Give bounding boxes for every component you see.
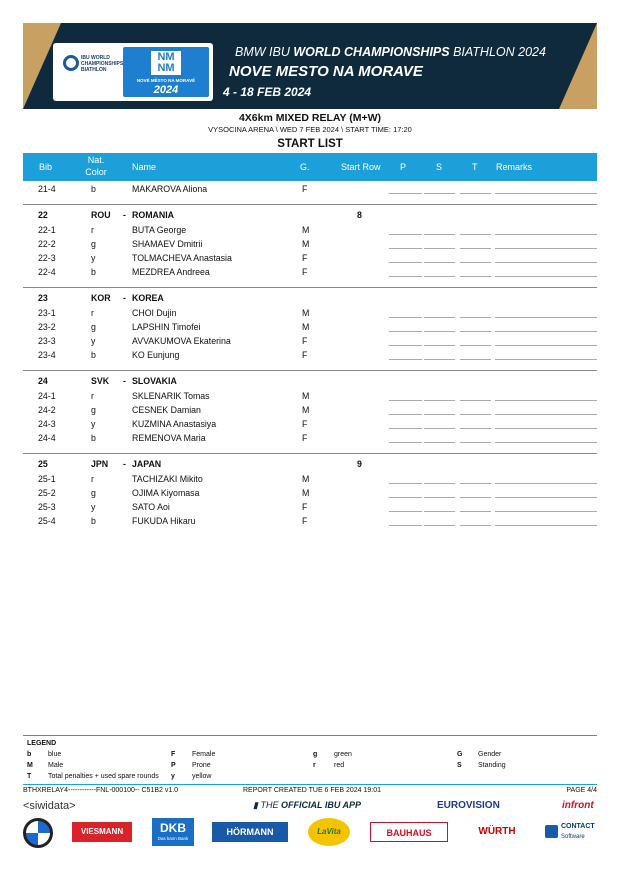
athlete-gender: F — [302, 267, 308, 277]
event-title: 4X6km MIXED RELAY (M+W) — [238, 112, 382, 124]
entry-blank-line — [495, 262, 597, 263]
team-bib: 22 — [38, 210, 48, 220]
viessmann-logo: VIESMANN — [72, 822, 132, 842]
entry-blank-line — [389, 317, 422, 318]
athlete-bib: 22-2 — [38, 239, 56, 249]
gold-stripe-right — [559, 23, 597, 109]
legend-value: blue — [48, 751, 62, 758]
team-name: SLOVAKIA — [132, 376, 177, 386]
entry-blank-line — [495, 276, 597, 277]
athlete-bib: 22-1 — [38, 225, 56, 235]
entry-blank-line — [424, 345, 455, 346]
entry-blank-line — [389, 331, 422, 332]
athlete-gender: F — [302, 502, 308, 512]
col-color: Color — [85, 167, 107, 177]
athlete-row — [23, 250, 597, 264]
athlete-name: REMENOVA Maria — [132, 433, 206, 443]
infront-logo: infront — [562, 800, 594, 811]
entry-blank-line — [495, 442, 597, 443]
bmw-logo-icon — [23, 818, 53, 848]
eurovision-logo: EUROVISION — [437, 800, 500, 811]
team-nation: ROU — [91, 210, 111, 220]
athlete-name: MAKAROVA Aliona — [132, 184, 208, 194]
entry-blank-line — [495, 193, 597, 194]
athlete-row — [23, 471, 597, 485]
entry-blank-line — [495, 345, 597, 346]
legend-item: F — [171, 751, 176, 758]
athlete-gender: F — [302, 253, 308, 263]
legend-item: r — [313, 762, 316, 769]
athlete-color: r — [91, 391, 94, 401]
team-row — [23, 453, 597, 471]
col-remarks: Remarks — [496, 162, 533, 172]
event-logo — [53, 43, 213, 101]
athlete-name: SHAMAEV Dmitrii — [132, 239, 203, 249]
entry-blank-line — [495, 317, 597, 318]
team-bib: 23 — [38, 293, 48, 303]
athlete-bib: 24-1 — [38, 391, 56, 401]
athlete-color: y — [91, 253, 96, 263]
entry-blank-line — [389, 248, 422, 249]
legend-value: yellow — [192, 773, 212, 780]
athlete-name: KUZMINA Anastasiya — [132, 419, 217, 429]
athlete-row — [23, 236, 597, 250]
athlete-name: SKLENARIK Tomas — [132, 391, 210, 401]
entry-blank-line — [424, 331, 455, 332]
athlete-color: g — [91, 322, 96, 332]
entry-blank-line — [424, 497, 455, 498]
championship-prefix: BMW IBU — [235, 45, 290, 59]
entry-blank-line — [460, 442, 491, 443]
athlete-row — [23, 402, 597, 416]
entry-blank-line — [389, 234, 422, 235]
nm-logo-text: NOVÉ MĚSTO NA MORAVĚ — [136, 78, 196, 83]
entry-blank-line — [389, 359, 422, 360]
athlete-gender: M — [302, 488, 310, 498]
bauhaus-logo: BAUHAUS — [370, 822, 448, 842]
entry-blank-line — [389, 414, 422, 415]
athlete-name: FUKUDA Hikaru — [132, 516, 196, 526]
team-name: ROMANIA — [132, 210, 175, 220]
athlete-row — [23, 222, 597, 236]
athlete-gender: M — [302, 405, 310, 415]
legend-item: T — [27, 773, 32, 780]
entry-blank-line — [389, 345, 422, 346]
entry-blank-line — [424, 248, 455, 249]
ibu-logo — [59, 49, 124, 95]
report-created: REPORT CREATED TUE 6 FEB 2024 19:01 — [243, 787, 381, 794]
athlete-gender: F — [302, 419, 308, 429]
athlete-bib: 25-2 — [38, 488, 56, 498]
entry-blank-line — [495, 428, 597, 429]
page-number: PAGE 4/4 — [566, 787, 597, 794]
entry-blank-line — [495, 331, 597, 332]
athlete-row — [23, 388, 597, 402]
team-row — [23, 287, 597, 305]
entry-blank-line — [460, 276, 491, 277]
nm-logo-year: 2024 — [153, 84, 179, 96]
dkb-mark: DKB — [160, 821, 186, 835]
legend-value: Male — [48, 762, 64, 769]
legend-value: green — [334, 751, 352, 758]
athlete-name: AVVAKUMOVA Ekaterina — [132, 336, 231, 346]
table-header — [23, 153, 597, 181]
phone-icon: ▮ — [253, 800, 258, 810]
header-banner — [23, 23, 597, 109]
athlete-bib: 25-3 — [38, 502, 56, 512]
entry-blank-line — [424, 193, 455, 194]
athlete-name: LAPSHIN Timofei — [132, 322, 201, 332]
athlete-row — [23, 305, 597, 319]
entry-blank-line — [495, 483, 597, 484]
footer-divider — [23, 784, 597, 785]
legend-item: M — [27, 762, 33, 769]
championship-suffix: BIATHLON 2024 — [453, 45, 546, 59]
athlete-bib: 25-4 — [38, 516, 56, 526]
siwidata-logo: <siwidata> — [23, 800, 76, 812]
col-name: Name — [132, 162, 157, 172]
athlete-color: g — [91, 488, 96, 498]
ibu-app-prefix: THE — [260, 800, 279, 810]
team-bib: 25 — [38, 459, 48, 469]
team-nation: SVK — [91, 376, 110, 386]
ibu-app-logo — [253, 800, 361, 811]
entry-blank-line — [460, 262, 491, 263]
athlete-name: BUTA George — [132, 225, 187, 235]
team-start-row: 8 — [357, 210, 362, 220]
entry-blank-line — [389, 497, 422, 498]
athlete-bib: 22-3 — [38, 253, 56, 263]
col-nat: Nat. — [87, 155, 105, 165]
athlete-color: g — [91, 239, 96, 249]
col-standing: S — [436, 162, 443, 172]
nove-mesto-logo — [123, 47, 209, 97]
entry-blank-line — [389, 525, 422, 526]
athlete-gender: F — [302, 433, 308, 443]
athlete-gender: F — [302, 336, 308, 346]
athlete-row — [23, 264, 597, 278]
entry-blank-line — [424, 428, 455, 429]
athlete-color: b — [91, 433, 96, 443]
athlete-gender: M — [302, 474, 310, 484]
athlete-color: b — [91, 516, 96, 526]
championship-title — [235, 45, 546, 59]
entry-blank-line — [424, 262, 455, 263]
entry-blank-line — [389, 400, 422, 401]
athlete-gender: F — [302, 184, 308, 194]
legend-value: Gender — [478, 751, 502, 758]
athlete-name: MEZDREA Andreea — [132, 267, 210, 277]
entry-blank-line — [495, 414, 597, 415]
team-row — [23, 370, 597, 388]
legend-item: S — [457, 762, 462, 769]
athlete-bib: 21-4 — [38, 184, 56, 194]
entry-blank-line — [495, 525, 597, 526]
athlete-color: b — [91, 184, 96, 194]
athlete-gender: F — [302, 350, 308, 360]
entry-blank-line — [424, 359, 455, 360]
entry-blank-line — [495, 234, 597, 235]
athlete-color: r — [91, 474, 94, 484]
legend-title: LEGEND — [27, 740, 57, 747]
entry-blank-line — [460, 331, 491, 332]
athlete-row — [23, 499, 597, 513]
entry-blank-line — [424, 276, 455, 277]
entry-blank-line — [424, 234, 455, 235]
team-bib: 24 — [38, 376, 48, 386]
entry-blank-line — [460, 525, 491, 526]
entry-blank-line — [389, 483, 422, 484]
col-start-row: Start Row — [341, 162, 381, 172]
team-start-row: 9 — [357, 459, 362, 469]
athlete-row — [23, 319, 597, 333]
athlete-row — [23, 485, 597, 499]
col-gender: G. — [300, 162, 310, 172]
athlete-color: r — [91, 308, 94, 318]
entry-blank-line — [495, 248, 597, 249]
contact-text: CONTACT Software — [561, 823, 595, 840]
athlete-name: SATO Aoi — [132, 502, 170, 512]
entry-blank-line — [495, 497, 597, 498]
entry-blank-line — [460, 483, 491, 484]
entry-blank-line — [389, 442, 422, 443]
entry-blank-line — [424, 483, 455, 484]
legend-value: red — [334, 762, 345, 769]
event-dates: 4 - 18 FEB 2024 — [223, 85, 312, 99]
event-subtitle: VYSOCINA ARENA \ WED 7 FEB 2024 \ START TIME: 17:20 — [208, 125, 412, 134]
entry-blank-line — [495, 511, 597, 512]
team-dash: - — [123, 210, 126, 220]
contact-icon — [545, 825, 558, 838]
athlete-bib: 23-2 — [38, 322, 56, 332]
athlete-bib: 24-3 — [38, 419, 56, 429]
lavita-logo: LaVita — [308, 818, 350, 846]
championship-bold: WORLD CHAMPIONSHIPS — [293, 45, 450, 59]
athlete-color: y — [91, 419, 96, 429]
entry-blank-line — [460, 497, 491, 498]
team-dash: - — [123, 459, 126, 469]
athlete-gender: M — [302, 391, 310, 401]
athlete-bib: 22-4 — [38, 267, 56, 277]
contact-software-logo — [545, 822, 597, 842]
athlete-bib: 23-1 — [38, 308, 56, 318]
team-dash: - — [123, 376, 126, 386]
team-row — [23, 204, 597, 222]
athlete-row — [23, 416, 597, 430]
athlete-color: g — [91, 405, 96, 415]
athlete-name: TOLMACHEVA Anastasia — [132, 253, 232, 263]
athlete-name: OJIMA Kiyomasa — [132, 488, 200, 498]
entry-blank-line — [424, 511, 455, 512]
entry-blank-line — [495, 359, 597, 360]
venue-title: NOVE MESTO NA MORAVE — [229, 63, 423, 80]
athlete-bib: 24-2 — [38, 405, 56, 415]
athlete-bib: 23-4 — [38, 350, 56, 360]
athlete-name: CHOI Dujin — [132, 308, 177, 318]
athlete-gender: M — [302, 225, 310, 235]
entry-blank-line — [389, 193, 422, 194]
ibu-ring-icon — [63, 55, 79, 71]
legend-value: Prone — [192, 762, 211, 769]
legend-value: Total penalties + used spare rounds — [48, 773, 159, 780]
athlete-row — [23, 430, 597, 444]
team-nation: KOR — [91, 293, 111, 303]
legend-value: Standing — [478, 762, 506, 769]
athlete-color: r — [91, 225, 94, 235]
nm-mark: NM NM — [151, 51, 181, 75]
legend-item: P — [171, 762, 176, 769]
entry-blank-line — [424, 400, 455, 401]
athlete-color: y — [91, 502, 96, 512]
legend-item: G — [457, 751, 463, 758]
entry-blank-line — [460, 317, 491, 318]
dkb-logo — [152, 818, 194, 846]
dkb-tagline: Das kann Bank — [157, 836, 189, 841]
entry-blank-line — [460, 193, 491, 194]
wurth-logo: WÜRTH — [478, 826, 516, 837]
list-title: START LIST — [277, 138, 343, 150]
entry-blank-line — [460, 511, 491, 512]
athlete-row — [23, 347, 597, 361]
entry-blank-line — [424, 525, 455, 526]
athlete-row — [23, 333, 597, 347]
entry-blank-line — [460, 359, 491, 360]
athlete-name: TACHIZAKI Mikito — [132, 474, 203, 484]
team-name: JAPAN — [132, 459, 162, 469]
legend-item: g — [313, 751, 318, 758]
athlete-gender: M — [302, 322, 310, 332]
athlete-gender: M — [302, 239, 310, 249]
start-list-table — [23, 181, 597, 527]
athlete-row — [23, 181, 597, 195]
entry-blank-line — [424, 317, 455, 318]
ibu-logo-text: IBU WORLD CHAMPIONSHIPS BIATHLON — [81, 55, 124, 73]
athlete-bib: 23-3 — [38, 336, 56, 346]
legend-item: y — [171, 773, 175, 780]
entry-blank-line — [495, 400, 597, 401]
athlete-bib: 25-1 — [38, 474, 56, 484]
athlete-name: CESNEK Damian — [132, 405, 201, 415]
ibu-app-bold: OFFICIAL IBU APP — [280, 800, 361, 810]
col-bib: Bib — [39, 162, 53, 172]
team-name: KOREA — [132, 293, 164, 303]
entry-blank-line — [460, 345, 491, 346]
legend-divider — [23, 735, 597, 736]
athlete-name: KO Eunjung — [132, 350, 180, 360]
athlete-row — [23, 513, 597, 527]
team-dash: - — [123, 293, 126, 303]
entry-blank-line — [389, 428, 422, 429]
hormann-logo: HÖRMANN — [212, 822, 288, 842]
entry-blank-line — [389, 511, 422, 512]
entry-blank-line — [389, 276, 422, 277]
col-prone: P — [400, 162, 407, 172]
athlete-color: y — [91, 336, 96, 346]
athlete-gender: F — [302, 516, 308, 526]
entry-blank-line — [424, 442, 455, 443]
athlete-color: b — [91, 350, 96, 360]
athlete-color: b — [91, 267, 96, 277]
legend-value: Female — [192, 751, 216, 758]
report-code: BTHXRELAY4------------FNL-000100-- C51B2 v1.0 — [23, 787, 179, 794]
athlete-gender: M — [302, 308, 310, 318]
entry-blank-line — [424, 414, 455, 415]
entry-blank-line — [460, 400, 491, 401]
entry-blank-line — [460, 414, 491, 415]
legend-item: b — [27, 751, 32, 758]
entry-blank-line — [460, 248, 491, 249]
col-total: T — [472, 162, 478, 172]
entry-blank-line — [389, 262, 422, 263]
entry-blank-line — [460, 234, 491, 235]
col-nat-color — [81, 155, 111, 179]
entry-blank-line — [460, 428, 491, 429]
athlete-bib: 24-4 — [38, 433, 56, 443]
team-nation: JPN — [91, 459, 109, 469]
